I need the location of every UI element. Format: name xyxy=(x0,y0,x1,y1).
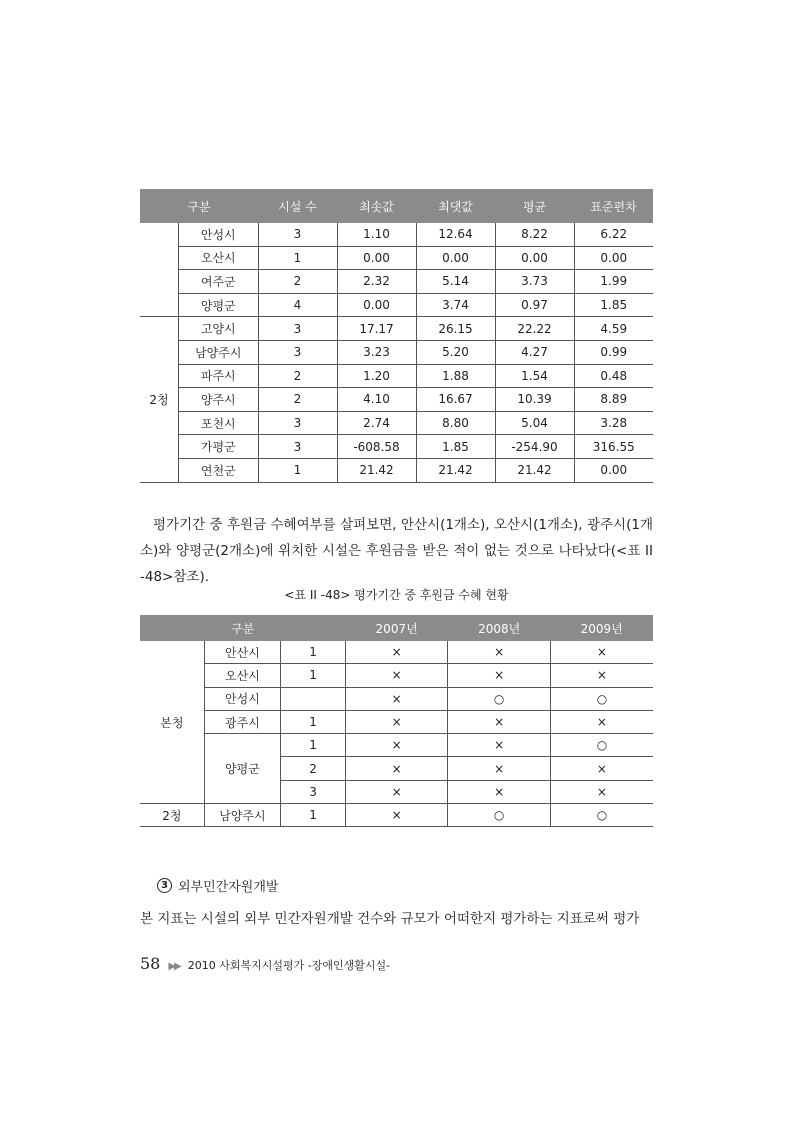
value-cell: 4.59 xyxy=(574,317,653,341)
table-row xyxy=(140,223,653,246)
group-label-1 xyxy=(140,223,179,317)
mark-cell: ○ xyxy=(448,804,551,827)
mark-cell: × xyxy=(448,780,551,803)
mark-cell: × xyxy=(345,710,448,733)
header-2009: 2009년 xyxy=(550,615,653,641)
value-cell: 3 xyxy=(258,340,337,364)
value-cell: 21.42 xyxy=(495,458,574,482)
table-header-row xyxy=(140,189,653,223)
value-cell: 3.73 xyxy=(495,270,574,294)
table-header-row xyxy=(140,615,653,641)
table-row xyxy=(140,388,653,412)
number-cell: 3 xyxy=(281,780,346,803)
region-cell: 남양주시 xyxy=(204,804,281,827)
value-cell: 0.99 xyxy=(574,340,653,364)
value-cell: 0.00 xyxy=(416,246,495,270)
value-cell: 0.00 xyxy=(495,246,574,270)
mark-cell: × xyxy=(345,734,448,757)
region-cell: 고양시 xyxy=(179,317,259,341)
mark-cell: × xyxy=(448,664,551,687)
mark-cell: ○ xyxy=(550,687,653,710)
table-row xyxy=(140,317,653,341)
mark-cell: × xyxy=(345,687,448,710)
value-cell: 2.32 xyxy=(337,270,416,294)
number-cell: 1 xyxy=(281,641,346,664)
region-cell: 여주군 xyxy=(179,270,259,294)
double-arrow-icon: ▶▶ xyxy=(168,961,180,972)
table-row xyxy=(140,411,653,435)
value-cell: 1.85 xyxy=(574,293,653,317)
value-cell: 3.28 xyxy=(574,411,653,435)
group-label-2: 2청 xyxy=(140,804,204,827)
header-max: 최댓값 xyxy=(416,189,495,223)
value-cell: 4 xyxy=(258,293,337,317)
number-cell: 1 xyxy=(281,804,346,827)
value-cell: 16.67 xyxy=(416,388,495,412)
header-category: 구분 xyxy=(140,189,258,223)
region-cell: 양평군 xyxy=(204,734,281,804)
value-cell: 1.10 xyxy=(337,223,416,246)
value-cell: 3 xyxy=(258,223,337,246)
header-category: 구분 xyxy=(140,615,345,641)
value-cell: 1.85 xyxy=(416,435,495,459)
table-row xyxy=(140,710,653,733)
value-cell: 26.15 xyxy=(416,317,495,341)
mark-cell: × xyxy=(448,734,551,757)
value-cell: 10.39 xyxy=(495,388,574,412)
number-cell: 1 xyxy=(281,664,346,687)
mark-cell: × xyxy=(550,780,653,803)
mark-cell: × xyxy=(550,710,653,733)
number-cell xyxy=(281,687,346,710)
mark-cell: × xyxy=(345,804,448,827)
value-cell: 22.22 xyxy=(495,317,574,341)
value-cell: 0.48 xyxy=(574,364,653,388)
value-cell: 2 xyxy=(258,388,337,412)
value-cell: 0.00 xyxy=(574,458,653,482)
paragraph-donation-summary: 평가기간 중 후원금 수혜여부를 살펴보면, 안산시(1개소), 오산시(1개소), 광주시(1개소)와 양평군(2개소)에 위치한 시설은 후원금을 받은 적이 없는 것으로 나타났다(<표 II -48>참조). xyxy=(140,517,653,585)
facility-stats-table xyxy=(140,189,653,483)
value-cell: 21.42 xyxy=(416,458,495,482)
table-caption: <표 II -48> 평가기간 중 후원금 수혜 현황 xyxy=(284,588,509,602)
value-cell: 2 xyxy=(258,270,337,294)
value-cell: 8.80 xyxy=(416,411,495,435)
header-min: 최솟값 xyxy=(337,189,416,223)
value-cell: 8.22 xyxy=(495,223,574,246)
region-cell: 안산시 xyxy=(204,641,281,664)
value-cell: 3 xyxy=(258,411,337,435)
region-cell: 안성시 xyxy=(179,223,259,246)
group-label-2: 2청 xyxy=(140,317,179,482)
header-2008: 2008년 xyxy=(448,615,551,641)
table-row xyxy=(140,435,653,459)
mark-cell: ○ xyxy=(550,804,653,827)
value-cell: 3 xyxy=(258,435,337,459)
value-cell: 5.14 xyxy=(416,270,495,294)
table-row xyxy=(140,458,653,482)
number-cell: 1 xyxy=(281,734,346,757)
header-2007: 2007년 xyxy=(345,615,448,641)
value-cell: 1 xyxy=(258,246,337,270)
header-facility-count: 시설 수 xyxy=(258,189,337,223)
region-cell: 오산시 xyxy=(179,246,259,270)
value-cell: 2 xyxy=(258,364,337,388)
value-cell: 1.54 xyxy=(495,364,574,388)
value-cell: 0.00 xyxy=(337,246,416,270)
mark-cell: ○ xyxy=(550,734,653,757)
number-cell: 1 xyxy=(281,710,346,733)
value-cell: 17.17 xyxy=(337,317,416,341)
table-row xyxy=(140,687,653,710)
value-cell: 1.20 xyxy=(337,364,416,388)
value-cell: 6.22 xyxy=(574,223,653,246)
table-row xyxy=(140,246,653,270)
section-title: 외부민간자원개발 xyxy=(178,880,279,895)
value-cell: 2.74 xyxy=(337,411,416,435)
value-cell: 5.20 xyxy=(416,340,495,364)
donation-status-table xyxy=(140,615,653,827)
mark-cell: × xyxy=(448,641,551,664)
mark-cell: × xyxy=(345,641,448,664)
value-cell: 1.88 xyxy=(416,364,495,388)
value-cell: 4.10 xyxy=(337,388,416,412)
value-cell: 316.55 xyxy=(574,435,653,459)
mark-cell: × xyxy=(448,710,551,733)
value-cell: 1 xyxy=(258,458,337,482)
mark-cell: × xyxy=(550,757,653,780)
table-row xyxy=(140,293,653,317)
value-cell: 3.23 xyxy=(337,340,416,364)
paragraph-indicator-description: 본 지표는 시설의 외부 민간자원개발 건수와 규모가 어떠한지 평가하는 지표로써 평가 xyxy=(140,911,640,927)
value-cell: 5.04 xyxy=(495,411,574,435)
value-cell: 0.00 xyxy=(574,246,653,270)
value-cell: 8.89 xyxy=(574,388,653,412)
region-cell: 안성시 xyxy=(204,687,281,710)
region-cell: 오산시 xyxy=(204,664,281,687)
group-label-bon: 본청 xyxy=(140,641,204,804)
table-row xyxy=(140,734,653,757)
table-row xyxy=(140,641,653,664)
region-cell: 양주시 xyxy=(179,388,259,412)
number-cell: 2 xyxy=(281,757,346,780)
table-row xyxy=(140,340,653,364)
section-number-icon: 3 xyxy=(157,878,172,893)
value-cell: 3 xyxy=(258,317,337,341)
table-row xyxy=(140,804,653,827)
value-cell: 21.42 xyxy=(337,458,416,482)
value-cell: 1.99 xyxy=(574,270,653,294)
mark-cell: × xyxy=(345,757,448,780)
mark-cell: ○ xyxy=(448,687,551,710)
header-stddev: 표준편차 xyxy=(574,189,653,223)
value-cell: 12.64 xyxy=(416,223,495,246)
table-row xyxy=(140,364,653,388)
region-cell: 남양주시 xyxy=(179,340,259,364)
region-cell: 양평군 xyxy=(179,293,259,317)
region-cell: 파주시 xyxy=(179,364,259,388)
mark-cell: × xyxy=(448,757,551,780)
value-cell: 0.00 xyxy=(337,293,416,317)
region-cell: 연천군 xyxy=(179,458,259,482)
page-number: 58 xyxy=(140,954,161,973)
value-cell: 3.74 xyxy=(416,293,495,317)
table-row xyxy=(140,664,653,687)
region-cell: 가평군 xyxy=(179,435,259,459)
value-cell: -608.58 xyxy=(337,435,416,459)
header-mean: 평균 xyxy=(495,189,574,223)
value-cell: -254.90 xyxy=(495,435,574,459)
footer-title: 2010 사회복지시설평가 -장애인생활시설- xyxy=(187,959,391,972)
region-cell: 광주시 xyxy=(204,710,281,733)
value-cell: 4.27 xyxy=(495,340,574,364)
table-row xyxy=(140,270,653,294)
page-footer xyxy=(140,954,390,973)
section-heading xyxy=(157,876,278,895)
mark-cell: × xyxy=(550,664,653,687)
mark-cell: × xyxy=(345,780,448,803)
mark-cell: × xyxy=(550,641,653,664)
value-cell: 0.97 xyxy=(495,293,574,317)
region-cell: 포천시 xyxy=(179,411,259,435)
mark-cell: × xyxy=(345,664,448,687)
